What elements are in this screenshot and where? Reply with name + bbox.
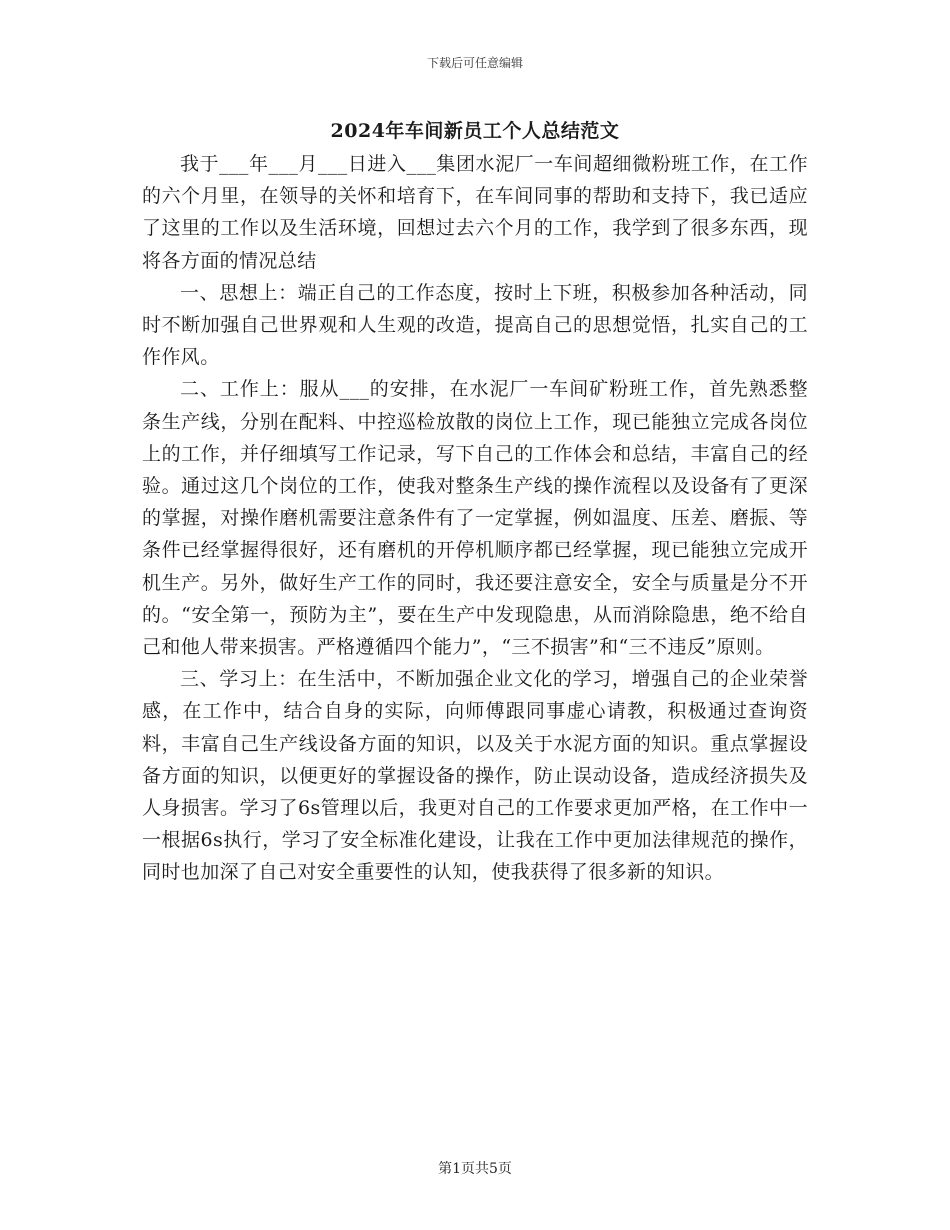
document-title: 2024年车间新员工个人总结范文 [330, 120, 620, 142]
paragraph-intro: 我于___年___月___日进入___集团水泥厂一车间超细微粉班工作，在工作的六个月里，在领导的关怀和培育下，在车间同事的帮助和支持下，我已适应了这里的工作以及生活环境，回想过去六个月的工作，我学到了很多东西，现将各方面的情况总结 [142, 153, 808, 272]
paragraph-thought: 一、思想上：端正自己的工作态度，按时上下班，积极参加各种活动，同时不断加强自己世界观和人生观的改造，提高自己的思想觉悟，扎实自己的工作作风。 [142, 281, 808, 369]
paragraph-study: 三、学习上：在生活中，不断加强企业文化的学习，增强自己的企业荣誉感，在工作中，结合自身的实际，向师傅跟同事虚心请教，积极通过查询资料，丰富自己生产线设备方面的知识，以及关于水泥方面的知识。重点掌握设备方面的知识，以便更好的掌握设备的操作，防止误动设备，造成经济损失及人身损害。学习了6s管理以后，我更对自己的工作要求更加严格，在工作中一一根据6s执行，学习了安全标准化建设，让我在工作中更加法律规范的操作，同时也加深了自己对安全重要性的认知，使我获得了很多新的知识。 [142, 668, 808, 884]
document-body [142, 148, 808, 889]
paragraph-work: 二、工作上：服从___的安排，在水泥厂一车间矿粉班工作，首先熟悉整条生产线，分别在配料、中控巡检放散的岗位上工作，现已能独立完成各岗位上的工作，并仔细填写工作记录，写下自己的工作体会和总结，丰富自己的经验。通过这几个岗位的工作，使我对整条生产线的操作流程以及设备有了更深的掌握，对操作磨机需要注意条件有了一定掌握，例如温度、压差、磨振、等条件已经掌握得很好，还有磨机的开停机顺序都已经掌握，现已能独立完成开机生产。另外，做好生产工作的同时，我还要注意安全，安全与质量是分不开的。“安全第一，预防为主”，要在生产中发现隐患，从而消除隐患，绝不给自己和他人带来损害。严格遵循四个能力”，“三不损害”和“三不违反”原则。 [142, 378, 808, 659]
header-note: 下载后可任意编辑 [426, 56, 523, 70]
page-number: 第1页共5页 [438, 1161, 512, 1177]
